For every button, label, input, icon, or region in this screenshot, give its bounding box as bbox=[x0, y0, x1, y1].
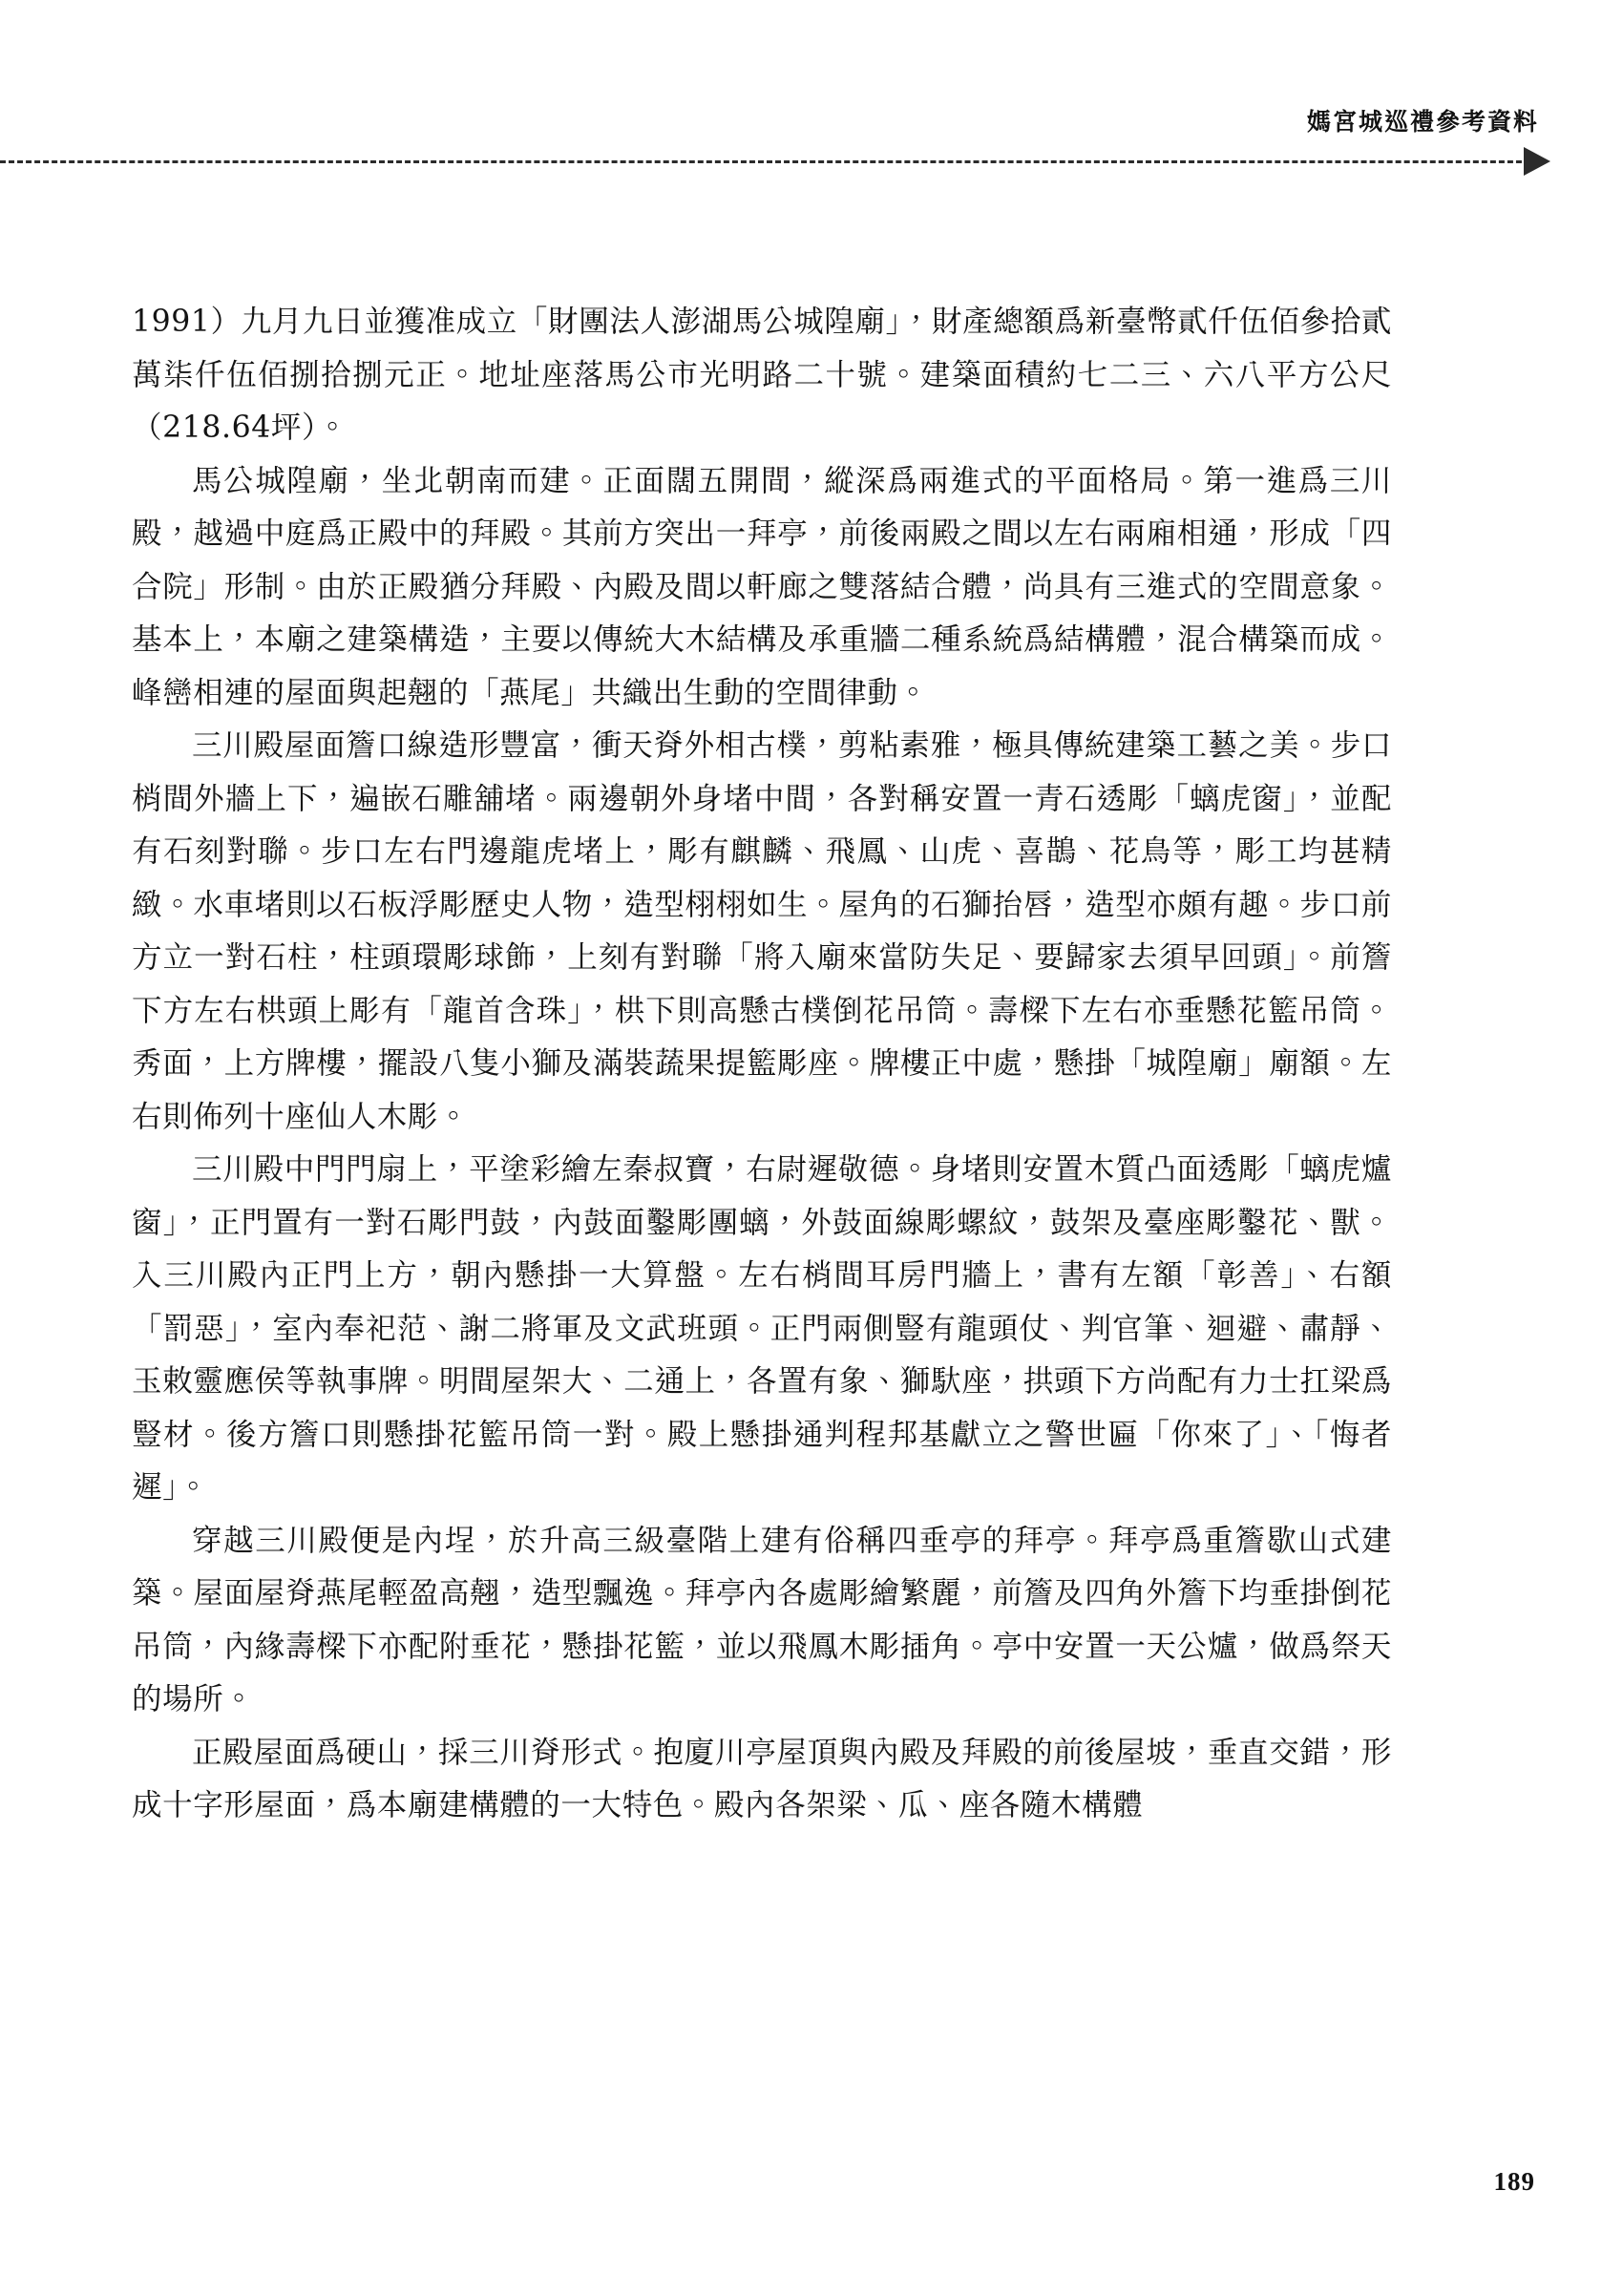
paragraph: 三川殿屋面簷口線造形豐富，衝天脊外相古樸，剪粘素雅，極具傳統建築工藝之美。步口梢間外牆上下，遍嵌石雕舖堵。兩邊朝外身堵中間，各對稱安置一青石透彫「螭虎窗」，並配有石刻對聯。步口左右門邊龍虎堵上，彫有麒麟、飛鳳、山虎、喜鵲、花鳥等，彫工均甚精緻。水車堵則以石板浮彫歷史人物，造型栩栩如生。屋角的石獅抬唇，造型亦頗有趣。步口前方立一對石柱，柱頭環彫球飾，上刻有對聯「將入廟來當防失足、要歸家去須早回頭」。前簷下方左右栱頭上彫有「龍首含珠」，栱下則高懸古樸倒花吊筒。壽樑下左右亦垂懸花籃吊筒。秀面，上方牌樓，擺設八隻小獅及滿裝蔬果提籃彫座。牌樓正中處，懸掛「城隍廟」廟額。左右則佈列十座仙人木彫。 bbox=[132, 728, 1392, 1134]
paragraph: 1991）九月九日並獲准成立「財團法人澎湖馬公城隍廟」，財產總額爲新臺幣貳仟伍佰參拾貳萬柒仟伍佰捌拾捌元正。地址座落馬公市光明路二十號。建築面積約七二三、六八平方公尺（218.64坪）。 bbox=[132, 305, 1392, 445]
body-text bbox=[132, 296, 1392, 1833]
paragraph: 三川殿中門門扇上，平塗彩繪左秦叔寶，右尉遲敬德。身堵則安置木質凸面透彫「螭虎爐窗」，正門置有一對石彫門鼓，內鼓面鑿彫團螭，外鼓面線彫螺紋，鼓架及臺座彫鑿花、獸。入三川殿內正門上方，朝內懸掛一大算盤。左右梢間耳房門牆上，書有左額「彰善」、右額「罰惡」，室內奉祀范、謝二將軍及文武班頭。正門兩側豎有龍頭仗、判官筆、迴避、肅靜、玉敕靈應侯等執事牌。明間屋架大、二通上，各置有象、獅馱座，拱頭下方尚配有力士扛梁爲豎材。後方簷口則懸掛花籃吊筒一對。殿上懸掛通判程邦基獻立之警世匾「你來了」、「悔者遲」。 bbox=[132, 1152, 1392, 1505]
page-number: 189 bbox=[1493, 2167, 1535, 2196]
header-divider bbox=[0, 160, 1539, 163]
paragraph: 正殿屋面爲硬山，採三川脊形式。抱廈川亭屋頂與內殿及拜殿的前後屋坡，垂直交錯，形成十字形屋面，爲本廟建構體的一大特色。殿內各架梁、瓜、座各隨木構體 bbox=[132, 1735, 1392, 1822]
arrow-icon bbox=[1524, 147, 1550, 176]
paragraph: 穿越三川殿便是內埕，於升高三級臺階上建有俗稱四垂亭的拜亭。拜亭爲重簷歇山式建築。屋面屋脊燕尾輕盈高翹，造型飄逸。拜亭內各處彫繪繁麗，前簷及四角外簷下均垂掛倒花吊筒，內緣壽樑下亦配附垂花，懸掛花籃，並以飛鳳木彫插角。亭中安置一天公爐，做爲祭天的場所。 bbox=[132, 1523, 1392, 1717]
running-head: 媽宮城巡禮參考資料 bbox=[1306, 108, 1539, 136]
paragraph: 馬公城隍廟，坐北朝南而建。正面闊五開間，縱深爲兩進式的平面格局。第一進爲三川殿，越過中庭爲正殿中的拜殿。其前方突出一拜亭，前後兩殿之間以左右兩廂相通，形成「四合院」形制。由於正殿猶分拜殿、內殿及間以軒廊之雙落結合體，尚具有三進式的空間意象。基本上，本廟之建築構造，主要以傳統大木結構及承重牆二種系統爲結構體，混合構築而成。峰巒相連的屋面與起翹的「燕尾」共織出生動的空間律動。 bbox=[132, 463, 1392, 710]
